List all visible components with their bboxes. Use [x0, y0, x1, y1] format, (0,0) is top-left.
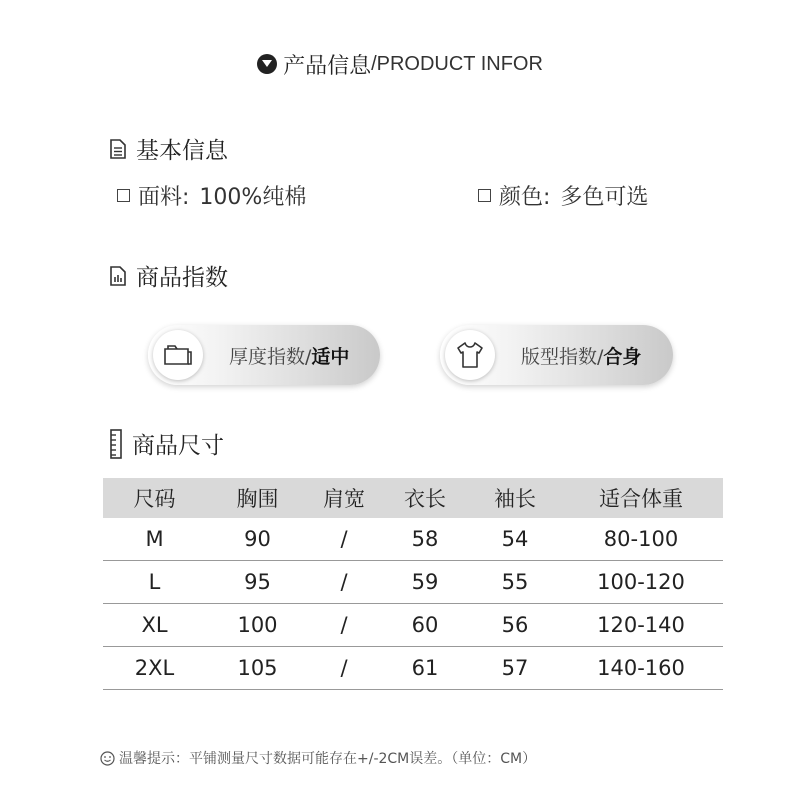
column-header: 尺码 — [103, 478, 206, 518]
table-cell: 80-100 — [559, 518, 723, 561]
size-table — [103, 478, 723, 690]
table-cell: / — [309, 647, 379, 690]
tshirt-icon — [445, 330, 495, 380]
section-title: 基本信息 — [136, 138, 228, 164]
table-cell: 90 — [206, 518, 309, 561]
color-attribute — [478, 180, 648, 211]
table-cell: M — [103, 518, 206, 561]
smile-icon — [100, 751, 115, 766]
table-cell: 100-120 — [559, 561, 723, 604]
page-title: 产品信息 — [283, 53, 372, 79]
table-cell: / — [309, 518, 379, 561]
fabric-value: 100%纯棉 — [199, 185, 307, 210]
section-product-index — [110, 259, 228, 292]
thickness-index-pill — [148, 325, 380, 385]
table-cell: 60 — [379, 604, 471, 647]
checkbox-icon — [117, 189, 130, 202]
footer-text: 温馨提示：平铺测量尺寸数据可能存在+/-2CM误差。（单位：CM） — [119, 751, 537, 767]
column-header: 适合体重 — [559, 478, 723, 518]
table-row — [103, 561, 723, 604]
section-basic-info — [110, 132, 228, 165]
table-header-row — [103, 478, 723, 518]
size-table-wrapper — [103, 478, 723, 690]
checkbox-icon — [478, 189, 491, 202]
ruler-icon — [110, 429, 122, 459]
document-icon — [110, 139, 126, 159]
table-cell: L — [103, 561, 206, 604]
table-cell: 59 — [379, 561, 471, 604]
chart-icon — [110, 266, 126, 286]
table-cell: 120-140 — [559, 604, 723, 647]
thickness-index-text: 厚度指数/适中 — [229, 345, 350, 368]
table-cell: 55 — [471, 561, 559, 604]
section-title: 商品尺寸 — [132, 433, 224, 459]
column-header: 衣长 — [379, 478, 471, 518]
table-cell: 105 — [206, 647, 309, 690]
table-cell: 140-160 — [559, 647, 723, 690]
table-cell: 100 — [206, 604, 309, 647]
table-cell: 54 — [471, 518, 559, 561]
page-header — [0, 44, 800, 84]
table-row — [103, 518, 723, 561]
color-label: 颜色: — [499, 185, 551, 210]
table-cell: / — [309, 561, 379, 604]
column-header: 肩宽 — [309, 478, 379, 518]
table-cell: 56 — [471, 604, 559, 647]
column-header: 袖长 — [471, 478, 559, 518]
section-title: 商品指数 — [136, 265, 228, 291]
table-cell: / — [309, 604, 379, 647]
fabric-label: 面料: — [138, 185, 190, 210]
table-cell: 2XL — [103, 647, 206, 690]
table-cell: 61 — [379, 647, 471, 690]
table-cell: 58 — [379, 518, 471, 561]
table-cell: XL — [103, 604, 206, 647]
footer-note — [100, 748, 536, 768]
table-row — [103, 647, 723, 690]
section-product-size — [110, 427, 224, 460]
page-subtitle: /PRODUCT INFOR — [371, 52, 543, 75]
color-value: 多色可选 — [560, 185, 649, 210]
table-cell: 95 — [206, 561, 309, 604]
column-header: 胸围 — [206, 478, 309, 518]
table-cell: 57 — [471, 647, 559, 690]
chevron-down-icon — [257, 54, 277, 74]
folder-icon — [153, 330, 203, 380]
fit-index-pill — [440, 325, 673, 385]
table-row — [103, 604, 723, 647]
fit-index-text: 版型指数/合身 — [521, 345, 642, 368]
fabric-attribute — [117, 180, 306, 211]
